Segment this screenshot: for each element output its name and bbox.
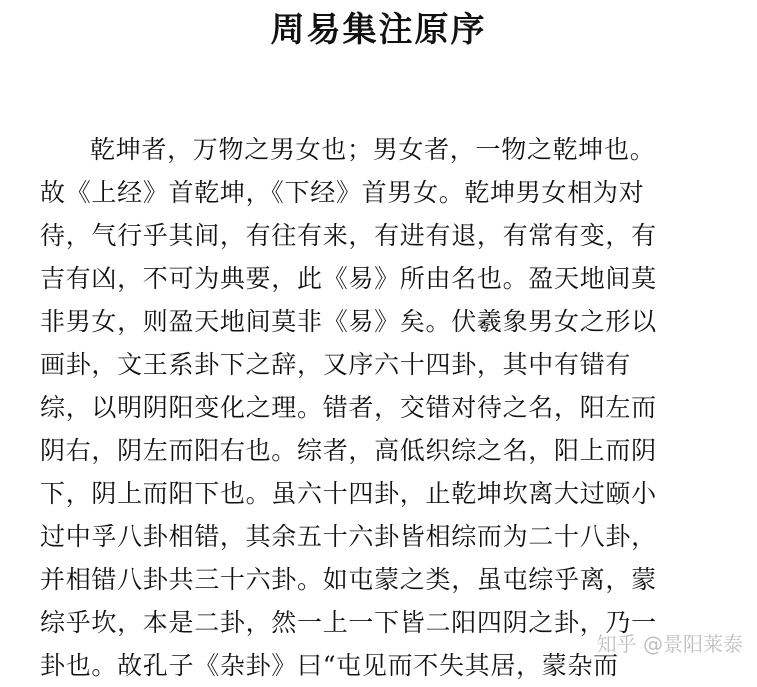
text-line: 下，阴上而阳下也。虽六十四卦，止乾坤坎离大过颐小: [40, 479, 657, 508]
text-line: 并相错八卦共三十六卦。如屯蒙之类，虽屯综乎离，蒙: [40, 565, 657, 594]
text-line: 吉有凶，不可为典要，此《易》所由名也。盈天地间莫: [40, 264, 657, 293]
watermark: 知乎 @景阳莱泰: [596, 632, 743, 656]
text-line: 非男女，则盈天地间莫非《易》矣。伏羲象男女之形以: [40, 307, 657, 336]
text-line: 故《上经》首乾坤，《下经》首男女。乾坤男女相为对: [40, 178, 645, 207]
text-line: 待，气行乎其间，有往有来，有进有退，有常有变，有: [40, 221, 657, 250]
text-line: 综，以明阴阳变化之理。错者，交错对待之名，阳左而: [40, 393, 657, 422]
text-line: 卦也。故孔子《杂卦》曰“屯见而不失其居，蒙杂而: [40, 651, 619, 680]
text-line: 画卦，文王系卦下之辞，又序六十四卦，其中有错有: [40, 350, 632, 379]
text-line: 乾坤者，万物之男女也；男女者，一物之乾坤也。: [90, 135, 656, 164]
page-title: 周易集注原序: [270, 10, 487, 50]
text-line: 阴右，阴左而阳右也。综者，高低织综之名，阳上而阴: [40, 436, 657, 465]
text-line: 综乎坎，本是二卦，然一上一下皆二阳四阴之卦，乃一: [40, 608, 657, 637]
text-line: 过中孚八卦相错，其余五十六卦皆相综而为二十八卦，: [40, 522, 657, 551]
body-text: [40, 128, 730, 687]
